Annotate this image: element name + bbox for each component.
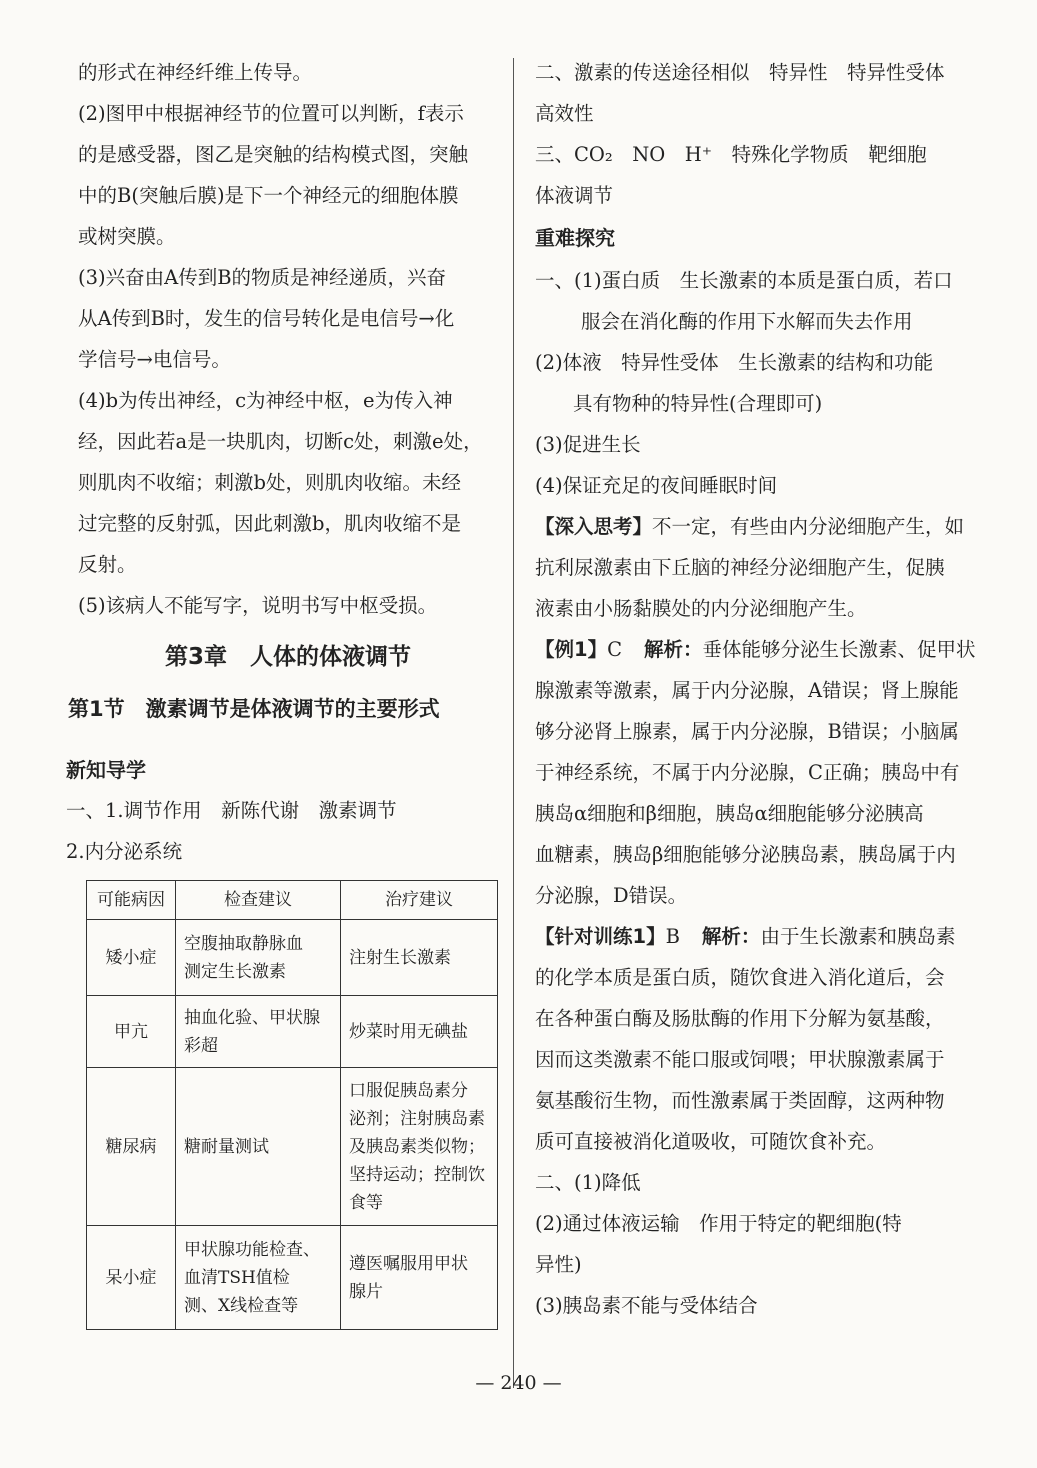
text-span: 不一定，有些由内分泌细胞产生，如 — [652, 515, 965, 538]
cell-line: 测、X线检查等 — [184, 1295, 299, 1316]
text-line: 异性) — [535, 1253, 582, 1276]
cell-line: 血清TSH值检 — [184, 1267, 290, 1288]
deep-thinking-paragraph — [535, 506, 1000, 547]
cell-line: 遵医嘱服用甲状 — [349, 1253, 468, 1274]
cell-line: 口服促胰岛素分 — [349, 1080, 468, 1101]
cell-line: 空腹抽取静脉血 — [184, 933, 303, 954]
text-line: 抗利尿激素由下丘脑的神经分泌细胞产生，促胰 — [535, 556, 945, 579]
text-line: 服会在消化酶的作用下水解而失去作用 — [581, 310, 913, 333]
deep-thinking-label: 【深入思考】 — [535, 515, 653, 538]
training-1-answer: B — [665, 925, 680, 948]
text-line: 的是感受器，图乙是突触的结构模式图，突触 — [78, 143, 469, 166]
cell-line: 食等 — [349, 1192, 383, 1213]
text-span: 由于生长激素和胰岛素 — [760, 925, 956, 948]
section-title: 第1节 激素调节是体液调节的主要形式 — [68, 697, 440, 721]
text-line: 在各种蛋白酶及肠肽酶的作用下分解为氨基酸， — [535, 1007, 945, 1030]
table-cell: 糖尿病 — [87, 1068, 176, 1226]
text-line: 高效性 — [535, 102, 594, 125]
chapter-title: 第3章 人体的体液调节 — [164, 644, 411, 670]
text-line: 分泌腺，D错误。 — [535, 884, 688, 907]
text-line: 二、(1)降低 — [535, 1171, 641, 1194]
table-row — [87, 920, 498, 996]
subheading-new-knowledge: 新知导学 — [66, 758, 146, 782]
table-header-row — [87, 881, 498, 920]
text-line: (3)兴奋由A传到B的物质是神经递质，兴奋 — [78, 266, 447, 289]
text-line: 2.内分泌系统 — [66, 840, 183, 863]
table-row — [87, 996, 498, 1068]
text-line: 中的B(突触后膜)是下一个神经元的细胞体膜 — [78, 184, 459, 207]
analysis-label: 解析： — [644, 638, 703, 661]
text-line: 二、激素的传送途径相似 特异性 特异性受体 — [535, 61, 945, 84]
cell-line: 及胰岛素类似物； — [349, 1136, 485, 1157]
text-line: 胰岛α细胞和β细胞，胰岛α细胞能够分泌胰高 — [535, 802, 924, 825]
text-line: (2)图甲中根据神经节的位置可以判断，f表示 — [78, 102, 464, 125]
text-line: 一、(1)蛋白质 生长激素的本质是蛋白质，若口 — [535, 269, 953, 292]
text-line: 于神经系统，不属于内分泌腺，C正确；胰岛中有 — [535, 761, 960, 784]
text-line: (4)b为传出神经，c为神经中枢，e为传入神 — [78, 389, 453, 412]
text-line: 体液调节 — [535, 184, 614, 207]
cell-line: 彩超 — [184, 1035, 218, 1056]
cell-line: 测定生长激素 — [184, 961, 286, 982]
example-1-answer: C — [607, 638, 622, 661]
table-cell — [176, 1068, 341, 1226]
text-line: 从A传到B时，发生的信号转化是电信号→化 — [78, 307, 455, 330]
left-column — [66, 52, 498, 1330]
analysis-label: 解析： — [701, 925, 761, 948]
text-line: 的化学本质是蛋白质，随饮食进入消化道后，会 — [535, 966, 945, 989]
table-cell: 呆小症 — [87, 1226, 176, 1330]
text-line: 则肌肉不收缩；刺激b处，则肌肉收缩。未经 — [78, 471, 461, 494]
table-cell: 矮小症 — [87, 920, 176, 996]
text-line: 的形式在神经纤维上传导。 — [78, 61, 313, 84]
page-number: — 240 — — [475, 1372, 562, 1394]
cell-line: 抽血化验、甲状腺 — [184, 1007, 320, 1028]
text-line: 经，因此若a是一块肌肉，切断c处，刺激e处， — [78, 430, 483, 453]
text-line: 三、CO₂ NO H⁺ 特殊化学物质 靶细胞 — [535, 143, 927, 166]
text-line: 反射。 — [78, 553, 137, 576]
table-row — [87, 1068, 498, 1226]
text-line: (2)体液 特异性受体 生长激素的结构和功能 — [535, 351, 934, 374]
subheading-key-points: 重难探究 — [535, 226, 615, 250]
cell-line: 糖耐量测试 — [184, 1136, 269, 1157]
diagnosis-table — [86, 880, 498, 1330]
text-line: 过完整的反射弧，因此刺激b，肌肉收缩不是 — [78, 512, 461, 535]
example-1-label: 【例1】 — [535, 638, 608, 661]
table-cell — [176, 920, 341, 996]
text-line: 一、1.调节作用 新陈代谢 激素调节 — [66, 799, 397, 822]
text-span: 垂体能够分泌生长激素、促甲状 — [702, 638, 976, 661]
text-line: (5)该病人不能写字，说明书写中枢受损。 — [78, 594, 438, 617]
column-header: 检查建议 — [176, 881, 341, 920]
text-line: 够分泌肾上腺素，属于内分泌腺，B错误；小脑属 — [535, 720, 959, 743]
column-header: 可能病因 — [87, 881, 176, 920]
table-row — [87, 1226, 498, 1330]
cell-line: 泌剂；注射胰岛素 — [349, 1108, 485, 1129]
text-line: 因而这类激素不能口服或饲喂；甲状腺激素属于 — [535, 1048, 945, 1071]
text-line: (2)通过体液运输 作用于特定的靶细胞(特 — [535, 1212, 902, 1235]
text-line: 液素由小肠黏膜处的内分泌细胞产生。 — [535, 597, 867, 620]
table-cell — [341, 1226, 498, 1330]
text-line: (3)胰岛素不能与受体结合 — [535, 1294, 758, 1317]
table-cell — [176, 1226, 341, 1330]
example-1-paragraph — [535, 629, 1000, 670]
cell-line: 腺片 — [349, 1281, 383, 1302]
text-line: 氨基酸衍生物，而性激素属于类固醇，这两种物 — [535, 1089, 945, 1112]
text-line: 具有物种的特异性(合理即可) — [573, 392, 823, 415]
cell-line: 坚持运动；控制饮 — [349, 1164, 485, 1185]
text-line: 或树突膜。 — [78, 225, 176, 248]
training-1-label: 【针对训练1】 — [535, 925, 666, 948]
cell-line: 注射生长激素 — [349, 947, 451, 968]
cell-line: 甲状腺功能检查、 — [184, 1239, 320, 1260]
table-cell — [341, 1068, 498, 1226]
text-line: 腺激素等激素，属于内分泌腺，A错误；肾上腺能 — [535, 679, 959, 702]
text-line: 血糖素，胰岛β细胞能够分泌胰岛素，胰岛属于内 — [535, 843, 956, 866]
column-divider — [513, 58, 514, 1388]
table-cell — [176, 996, 341, 1068]
table-cell: 甲亢 — [87, 996, 176, 1068]
text-line: 学信号→电信号。 — [78, 348, 231, 371]
text-line: (4)保证充足的夜间睡眠时间 — [535, 474, 778, 497]
column-header: 治疗建议 — [341, 881, 498, 920]
table-cell — [341, 920, 498, 996]
training-1-paragraph — [535, 916, 1000, 957]
cell-line: 炒菜时用无碘盐 — [349, 1021, 468, 1042]
text-line: 质可直接被消化道吸收，可随饮食补充。 — [535, 1130, 887, 1153]
table-cell — [341, 996, 498, 1068]
right-column — [535, 52, 1000, 1326]
text-line: (3)促进生长 — [535, 433, 641, 456]
